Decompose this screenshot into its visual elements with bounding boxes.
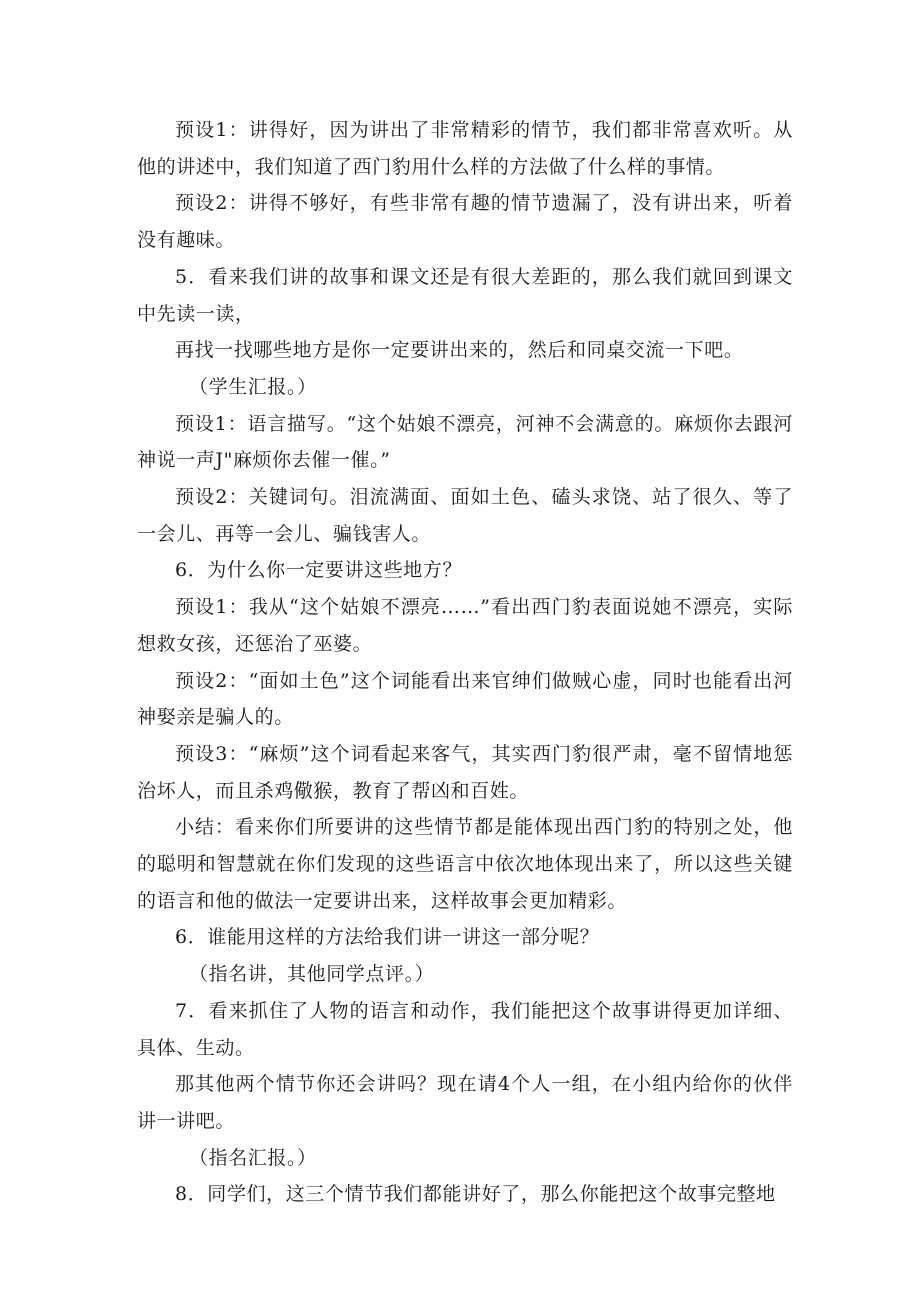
- paragraph-named-telling: （指名讲，其他同学点评。）: [189, 963, 435, 986]
- paragraph-preset-2-face: 预设2：“面如土色”这个词能看出来官绅们做贼心虚，同时也能看出河神娶亲是骗人的。: [137, 669, 793, 729]
- paragraph-step-6-why: 6．为什么你一定要讲这些地方？: [175, 559, 463, 582]
- paragraph-preset-3-trouble: 预设3：“麻烦”这个词看起来客气，其实西门豹很严肃，毫不留情地惩治坏人，而且杀鸡儆猴，教育了帮凶和百姓。: [137, 742, 793, 802]
- paragraph-preset-1-language: 预设1：语言描写。“这个姑娘不漂亮，河神不会满意的。麻烦你去跟河神说一声J"麻烦你去催一催。”: [137, 412, 793, 472]
- paragraph-preset-2-not-good: 预设2：讲得不够好，有些非常有趣的情节遗漏了，没有讲出来，听着没有趣味。: [137, 192, 793, 252]
- paragraph-group-telling: 那其他两个情节你还会讲吗？现在请4个人一组，在小组内给你的伙伴讲一讲吧。: [137, 1073, 793, 1132]
- paragraph-named-report: （指名汇报。）: [189, 1146, 317, 1169]
- paragraph-step-6-who: 6．谁能用这样的方法给我们讲一讲这一部分呢？: [175, 926, 600, 949]
- paragraph-step-7: 7．看来抓住了人物的语言和动作，我们能把这个故事讲得更加详细、具体、生动。: [137, 999, 793, 1059]
- document-body: [137, 112, 793, 1213]
- paragraph-preset-1-good: 预设1：讲得好，因为讲出了非常精彩的情节，我们都非常喜欢听。从他的讲述中，我们知道了西门豹用什么样的方法做了什么样的事情。: [137, 119, 793, 178]
- paragraph-preset-1-girl: 预设1：我从“这个姑娘不漂亮……”看出西门豹表面说她不漂亮，实际想救女孩，还惩治了巫婆。: [137, 596, 793, 655]
- paragraph-student-report: （学生汇报。）: [189, 375, 317, 398]
- paragraph-step-8: 8．同学们，这三个情节我们都能讲好了，那么你能把这个故事完整地: [175, 1183, 776, 1206]
- paragraph-summary: 小结：看来你们所要讲的这些情节都是能体现出西门豹的特别之处，他的聪明和智慧就在你们发现的这些语言中依次地体现出来了，所以这些关键的语言和他的做法一定要讲出来，这样故事会更加精彩。: [137, 816, 793, 912]
- paragraph-preset-2-keywords: 预设2：关键词句。泪流满面、面如土色、磕头求饶、站了很久、等了一会儿、再等一会儿、骗钱害人。: [137, 486, 793, 545]
- paragraph-step-5-continued: 再找一找哪些地方是你一定要讲出来的，然后和同桌交流一下吧。: [175, 339, 744, 362]
- paragraph-step-5: 5．看来我们讲的故事和课文还是有很大差距的，那么我们就回到课文中先读一读，: [137, 265, 793, 325]
